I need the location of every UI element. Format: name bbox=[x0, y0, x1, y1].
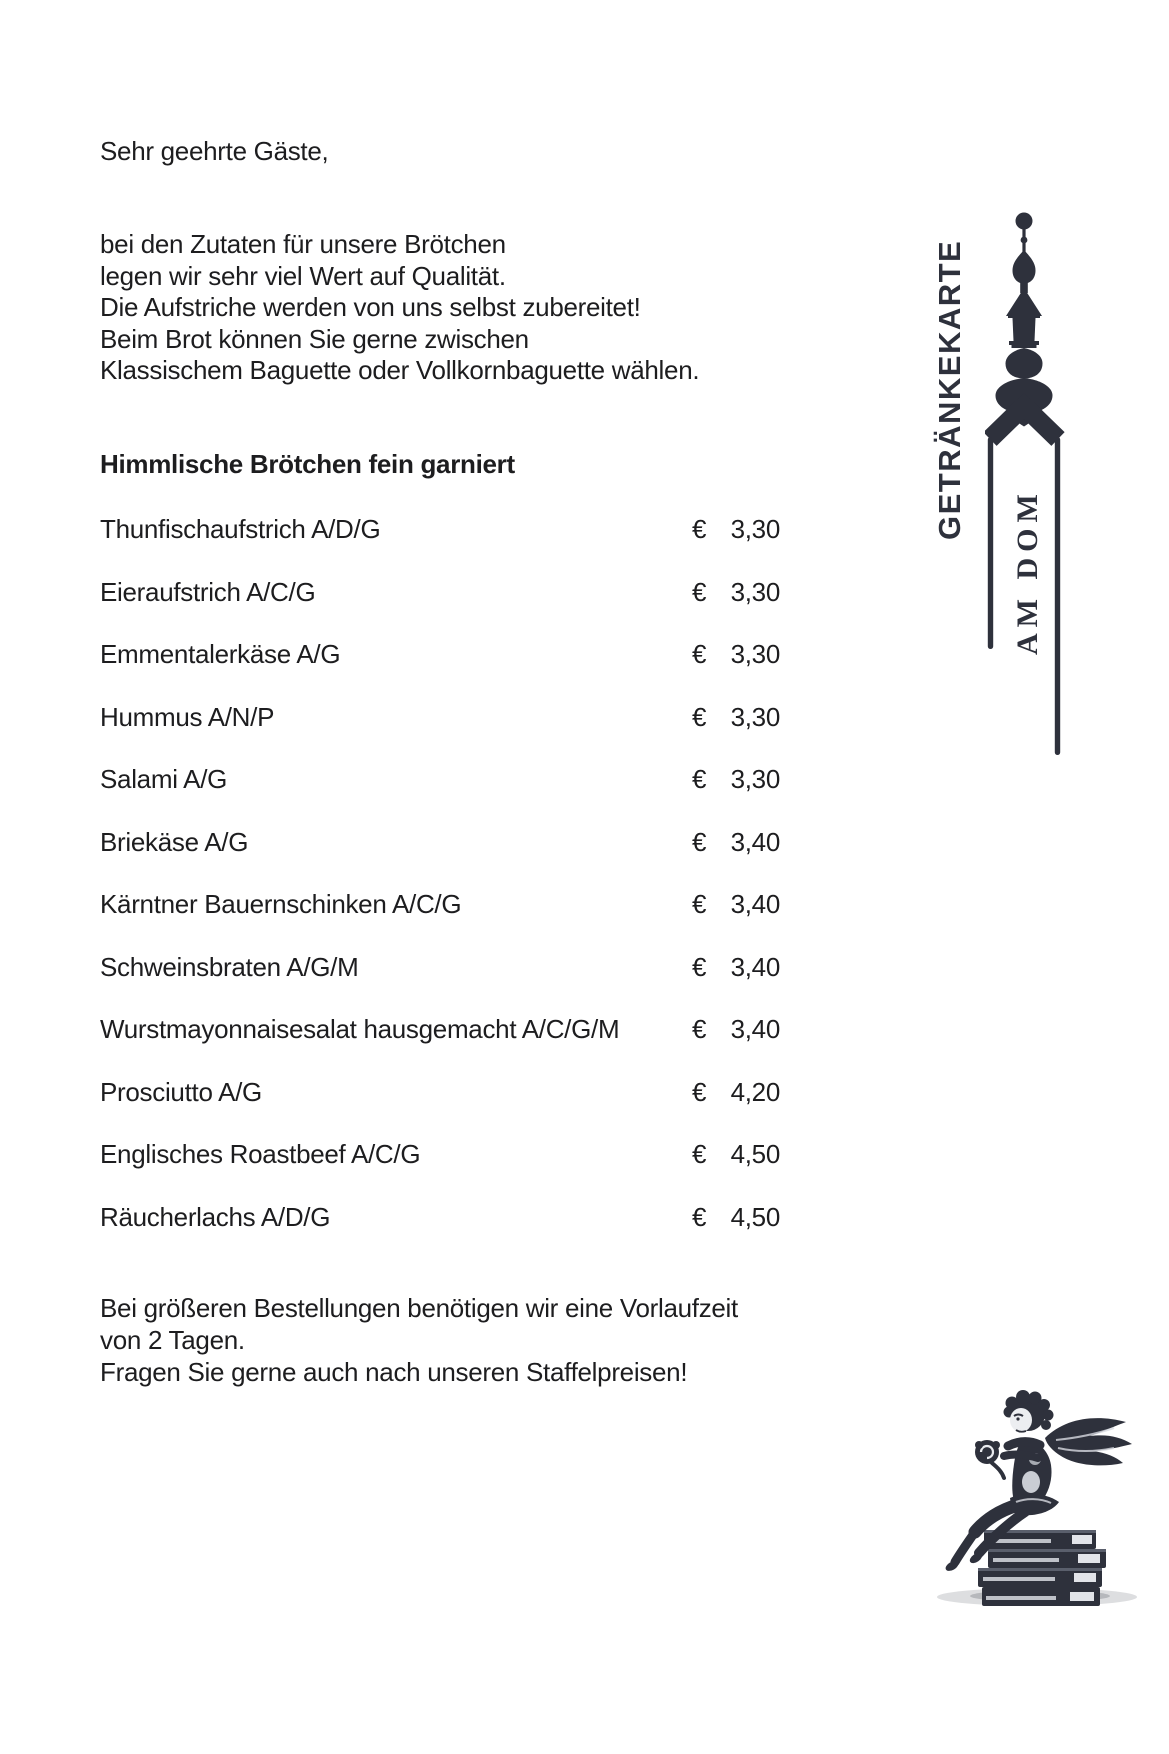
intro-line: Die Aufstriche werden von uns selbst zubereitet! bbox=[100, 292, 641, 322]
menu-item-name: Schweinsbraten A/G/M bbox=[100, 951, 359, 982]
euro-currency-symbol: € bbox=[692, 1014, 707, 1044]
price-value: 4,20 bbox=[730, 1076, 780, 1107]
menu-item-name: Briekäse A/G bbox=[100, 826, 249, 857]
price-value: 3,30 bbox=[730, 576, 780, 607]
logo-brand-name: AM DOM bbox=[1011, 488, 1044, 656]
menu-item-row bbox=[100, 701, 780, 732]
menu-item-price bbox=[692, 764, 780, 795]
footer-line: Bei größeren Bestellungen benötigen wir eine Vorlaufzeit bbox=[100, 1293, 738, 1323]
euro-currency-symbol: € bbox=[692, 639, 707, 669]
intro-line: bei den Zutaten für unsere Brötchen bbox=[100, 229, 506, 259]
menu-item-row bbox=[100, 576, 780, 607]
price-value: 4,50 bbox=[730, 1139, 780, 1169]
intro-line: legen wir sehr viel Wert auf Qualität. bbox=[100, 260, 506, 291]
tower-right-edge bbox=[1055, 437, 1060, 755]
euro-currency-symbol: € bbox=[692, 1201, 707, 1232]
price-value: 3,30 bbox=[730, 701, 780, 732]
menu-item-row bbox=[100, 889, 780, 919]
menu-item-price bbox=[692, 1077, 780, 1108]
menu-item-price bbox=[692, 1014, 780, 1045]
book-stack bbox=[978, 1530, 1106, 1606]
menu-item-name: Kärntner Bauernschinken A/C/G bbox=[100, 889, 462, 919]
cherub-wing bbox=[1045, 1418, 1132, 1465]
menu-item-row bbox=[100, 764, 780, 794]
menu-item-price bbox=[692, 1139, 780, 1170]
price-value: 3,30 bbox=[730, 639, 780, 669]
euro-currency-symbol: € bbox=[692, 764, 707, 794]
menu-item-name: Salami A/G bbox=[100, 764, 228, 794]
menu-item-row bbox=[100, 1076, 780, 1107]
menu-item-name: Räucherlachs A/D/G bbox=[100, 1201, 331, 1232]
footer-note bbox=[100, 1292, 738, 1388]
menu-item-price bbox=[692, 827, 780, 858]
footer-line: Fragen Sie gerne auch nach unseren Staffelpreisen! bbox=[100, 1357, 688, 1387]
price-value: 3,40 bbox=[730, 1014, 780, 1044]
tower-left-edge bbox=[988, 437, 993, 649]
menu-item-price bbox=[692, 639, 780, 670]
menu-item-name: Prosciutto A/G bbox=[100, 1076, 262, 1107]
menu-item-name: Eieraufstrich A/C/G bbox=[100, 576, 316, 607]
price-value: 3,40 bbox=[730, 889, 780, 919]
menu-item-price bbox=[692, 952, 780, 983]
euro-currency-symbol: € bbox=[692, 514, 707, 544]
menu-item-name: Englisches Roastbeef A/C/G bbox=[100, 1139, 421, 1169]
euro-currency-symbol: € bbox=[692, 889, 707, 919]
cherub-angel-illustration bbox=[930, 1390, 1145, 1615]
euro-currency-symbol: € bbox=[692, 1076, 707, 1107]
menu-item-row bbox=[100, 1201, 780, 1232]
section-heading: Himmlische Brötchen fein garniert bbox=[100, 449, 515, 479]
menu-item-price bbox=[692, 514, 780, 545]
menu-item-name: Wurstmayonnaisesalat hausgemacht A/C/G/M bbox=[100, 1014, 620, 1044]
intro-line: Beim Brot können Sie gerne zwischen bbox=[100, 323, 529, 354]
menu-item-row bbox=[100, 826, 780, 857]
menu-item-price bbox=[692, 889, 780, 920]
menu-item-name: Thunfischaufstrich A/D/G bbox=[100, 514, 381, 544]
price-value: 3,40 bbox=[730, 951, 780, 982]
menu-item-name: Emmentalerkäse A/G bbox=[100, 639, 341, 669]
intro-paragraph bbox=[100, 229, 699, 387]
menu-item-price bbox=[692, 702, 780, 733]
menu-item-row bbox=[100, 514, 780, 544]
logo-drinks-menu-label: GETRÄNKEKARTE bbox=[932, 239, 967, 540]
euro-currency-symbol: € bbox=[692, 826, 707, 857]
greeting: Sehr geehrte Gäste, bbox=[100, 136, 329, 166]
price-value: 3,30 bbox=[730, 514, 780, 544]
price-value: 3,30 bbox=[730, 764, 780, 794]
menu-item-name: Hummus A/N/P bbox=[100, 701, 275, 732]
footer-line: von 2 Tagen. bbox=[100, 1325, 245, 1355]
menu-item-row bbox=[100, 951, 780, 982]
menu-item-row bbox=[100, 1014, 780, 1044]
price-value: 4,50 bbox=[730, 1201, 780, 1232]
menu-item-row bbox=[100, 1139, 780, 1169]
menu-item-price bbox=[692, 1202, 780, 1233]
euro-currency-symbol: € bbox=[692, 701, 707, 732]
euro-currency-symbol: € bbox=[692, 1139, 707, 1169]
euro-currency-symbol: € bbox=[692, 951, 707, 982]
price-value: 3,40 bbox=[730, 826, 780, 857]
menu-item-row bbox=[100, 639, 780, 669]
intro-line: Klassischem Baguette oder Vollkornbaguette wählen. bbox=[100, 355, 700, 385]
euro-currency-symbol: € bbox=[692, 576, 707, 607]
menu-item-price bbox=[692, 577, 780, 608]
menu-list bbox=[100, 514, 780, 1232]
